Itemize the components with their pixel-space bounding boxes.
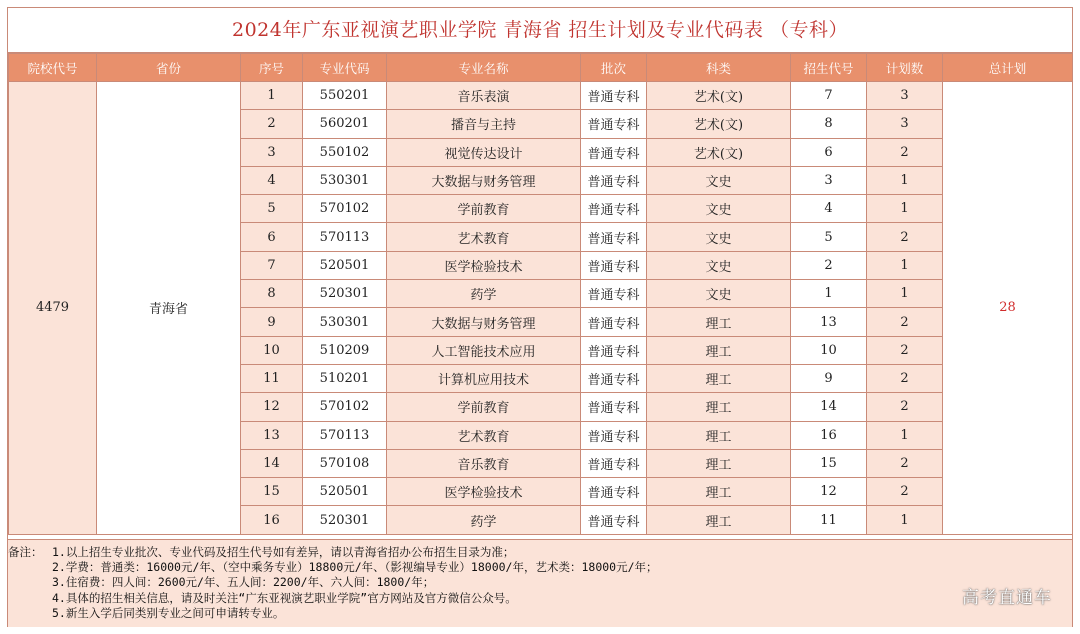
- major-name-cell: 学前教育: [387, 195, 581, 223]
- enroll-code-cell: 2: [791, 251, 867, 279]
- major-name-cell: 播音与主持: [387, 110, 581, 138]
- batch-cell: 普通专科: [581, 393, 647, 421]
- enroll-code-cell: 7: [791, 82, 867, 110]
- major-name-cell: 视觉传达设计: [387, 138, 581, 166]
- batch-cell: 普通专科: [581, 478, 647, 506]
- major-name-cell: 音乐表演: [387, 82, 581, 110]
- enroll-code-cell: 6: [791, 138, 867, 166]
- major-name-cell: 音乐教育: [387, 449, 581, 477]
- major-code-cell: 510209: [303, 336, 387, 364]
- major-name-cell: 学前教育: [387, 393, 581, 421]
- school-code-cell: 4479: [9, 82, 97, 535]
- notes-section: [8, 539, 1072, 627]
- major-name-cell: 计算机应用技术: [387, 364, 581, 392]
- seq-cell: 9: [241, 308, 303, 336]
- major-name-cell: 大数据与财务管理: [387, 308, 581, 336]
- major-code-cell: 510201: [303, 364, 387, 392]
- seq-cell: 8: [241, 280, 303, 308]
- enroll-code-cell: 5: [791, 223, 867, 251]
- plan-count-cell: 1: [867, 506, 943, 534]
- category-cell: 理工: [647, 393, 791, 421]
- batch-cell: 普通专科: [581, 195, 647, 223]
- plan-count-cell: 1: [867, 421, 943, 449]
- enroll-code-cell: 9: [791, 364, 867, 392]
- seq-cell: 11: [241, 364, 303, 392]
- notes-line: [8, 575, 1072, 590]
- batch-cell: 普通专科: [581, 223, 647, 251]
- plan-count-cell: 2: [867, 223, 943, 251]
- notes-item: 3.住宿费：四人间：2600元/年、五人间：2200/年、六人间：1800/年；: [52, 575, 435, 590]
- category-cell: 理工: [647, 478, 791, 506]
- enroll-code-cell: 1: [791, 280, 867, 308]
- category-cell: 理工: [647, 364, 791, 392]
- category-cell: 理工: [647, 449, 791, 477]
- major-code-cell: 570113: [303, 421, 387, 449]
- category-cell: 理工: [647, 506, 791, 534]
- major-name-cell: 艺术教育: [387, 421, 581, 449]
- major-name-cell: 药学: [387, 506, 581, 534]
- plan-count-cell: 1: [867, 280, 943, 308]
- table-body: [9, 82, 1073, 535]
- major-code-cell: 570108: [303, 449, 387, 477]
- province-cell: 青海省: [97, 82, 241, 535]
- plan-count-cell: 2: [867, 393, 943, 421]
- header-seq: 序号: [241, 54, 303, 82]
- batch-cell: 普通专科: [581, 138, 647, 166]
- category-cell: 文史: [647, 280, 791, 308]
- batch-cell: 普通专科: [581, 82, 647, 110]
- header-batch: 批次: [581, 54, 647, 82]
- notes-line: [8, 591, 1072, 606]
- seq-cell: 12: [241, 393, 303, 421]
- batch-cell: 普通专科: [581, 308, 647, 336]
- major-code-cell: 570102: [303, 393, 387, 421]
- enroll-code-cell: 15: [791, 449, 867, 477]
- plan-count-cell: 1: [867, 195, 943, 223]
- batch-cell: 普通专科: [581, 421, 647, 449]
- plan-count-cell: 3: [867, 82, 943, 110]
- seq-cell: 3: [241, 138, 303, 166]
- seq-cell: 6: [241, 223, 303, 251]
- seq-cell: 16: [241, 506, 303, 534]
- header-major-name: 专业名称: [387, 54, 581, 82]
- category-cell: 文史: [647, 223, 791, 251]
- watermark-text: 高考直通车: [962, 588, 1052, 608]
- plan-count-cell: 2: [867, 138, 943, 166]
- plan-count-cell: 2: [867, 364, 943, 392]
- batch-cell: 普通专科: [581, 449, 647, 477]
- enroll-code-cell: 14: [791, 393, 867, 421]
- header-enroll-code: 招生代号: [791, 54, 867, 82]
- enroll-code-cell: 11: [791, 506, 867, 534]
- page-title: 2024年广东亚视演艺职业学院 青海省 招生计划及专业代码表 （专科）: [8, 8, 1072, 53]
- category-cell: 文史: [647, 251, 791, 279]
- header-province: 省份: [97, 54, 241, 82]
- batch-cell: 普通专科: [581, 280, 647, 308]
- category-cell: 理工: [647, 336, 791, 364]
- plan-count-cell: 2: [867, 449, 943, 477]
- plan-count-cell: 3: [867, 110, 943, 138]
- seq-cell: 15: [241, 478, 303, 506]
- notes-prefix: 备注：: [8, 545, 43, 559]
- batch-cell: 普通专科: [581, 251, 647, 279]
- seq-cell: 2: [241, 110, 303, 138]
- batch-cell: 普通专科: [581, 336, 647, 364]
- major-code-cell: 520501: [303, 251, 387, 279]
- seq-cell: 14: [241, 449, 303, 477]
- seq-cell: 10: [241, 336, 303, 364]
- header-plan-count: 计划数: [867, 54, 943, 82]
- major-code-cell: 530301: [303, 308, 387, 336]
- category-cell: 艺术(文): [647, 110, 791, 138]
- total-plan-cell: 28: [943, 82, 1073, 535]
- notes-item: 4.具体的招生相关信息，请及时关注“广东亚视演艺职业学院”官方网站及官方微信公众号。: [52, 590, 517, 605]
- enroll-code-cell: 16: [791, 421, 867, 449]
- seq-cell: 5: [241, 195, 303, 223]
- plan-count-cell: 2: [867, 336, 943, 364]
- major-code-cell: 520301: [303, 280, 387, 308]
- enroll-code-cell: 12: [791, 478, 867, 506]
- category-cell: 艺术(文): [647, 82, 791, 110]
- plan-count-cell: 2: [867, 308, 943, 336]
- major-name-cell: 药学: [387, 280, 581, 308]
- enroll-code-cell: 10: [791, 336, 867, 364]
- header-total-plan: 总计划: [943, 54, 1073, 82]
- major-code-cell: 550102: [303, 138, 387, 166]
- notes-line: [8, 560, 1072, 575]
- header-school-code: 院校代号: [9, 54, 97, 82]
- seq-cell: 4: [241, 166, 303, 194]
- plan-table-document: [7, 7, 1073, 627]
- category-cell: 文史: [647, 195, 791, 223]
- enroll-code-cell: 13: [791, 308, 867, 336]
- category-cell: 理工: [647, 308, 791, 336]
- major-code-cell: 520301: [303, 506, 387, 534]
- category-cell: 理工: [647, 421, 791, 449]
- header-major-code: 专业代码: [303, 54, 387, 82]
- seq-cell: 7: [241, 251, 303, 279]
- header-category: 科类: [647, 54, 791, 82]
- batch-cell: 普通专科: [581, 110, 647, 138]
- major-code-cell: 560201: [303, 110, 387, 138]
- seq-cell: 1: [241, 82, 303, 110]
- major-name-cell: 大数据与财务管理: [387, 166, 581, 194]
- table-row: [9, 82, 1073, 110]
- major-name-cell: 艺术教育: [387, 223, 581, 251]
- batch-cell: 普通专科: [581, 506, 647, 534]
- enroll-code-cell: 8: [791, 110, 867, 138]
- category-cell: 文史: [647, 166, 791, 194]
- major-code-cell: 530301: [303, 166, 387, 194]
- major-code-cell: 520501: [303, 478, 387, 506]
- category-cell: 艺术(文): [647, 138, 791, 166]
- plan-count-cell: 1: [867, 251, 943, 279]
- notes-line: [8, 545, 1072, 560]
- batch-cell: 普通专科: [581, 364, 647, 392]
- seq-cell: 13: [241, 421, 303, 449]
- enroll-code-cell: 3: [791, 166, 867, 194]
- major-code-cell: 570113: [303, 223, 387, 251]
- notes-item: 5.新生入学后同类别专业之间可申请转专业。: [52, 605, 285, 620]
- notes-line: [8, 606, 1072, 621]
- enroll-code-cell: 4: [791, 195, 867, 223]
- major-name-cell: 医学检验技术: [387, 251, 581, 279]
- major-code-cell: 550201: [303, 82, 387, 110]
- plan-count-cell: 2: [867, 478, 943, 506]
- batch-cell: 普通专科: [581, 166, 647, 194]
- plan-count-cell: 1: [867, 166, 943, 194]
- notes-item: 1.以上招生专业批次、专业代码及招生代号如有差异，请以青海省招办公布招生目录为准；: [52, 545, 515, 559]
- notes-item: 2.学费：普通类：16000元/年、（空中乘务专业）18800元/年、（影视编导专业）18000/年，艺术类：18000元/年；: [52, 560, 658, 575]
- major-name-cell: 人工智能技术应用: [387, 336, 581, 364]
- major-code-cell: 570102: [303, 195, 387, 223]
- enrollment-plan-table: [8, 53, 1073, 535]
- major-name-cell: 医学检验技术: [387, 478, 581, 506]
- table-header-row: [9, 54, 1073, 82]
